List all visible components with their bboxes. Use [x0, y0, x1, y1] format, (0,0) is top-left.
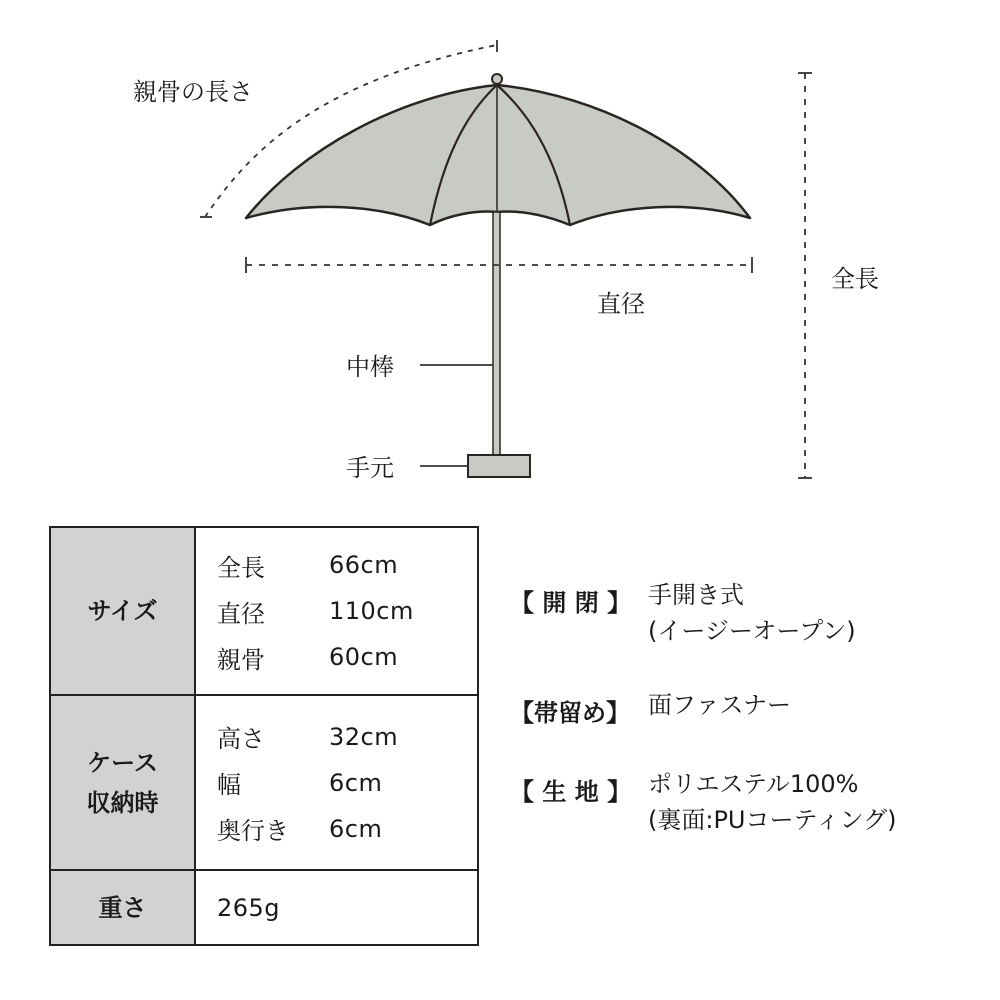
feature-value-line: ポリエステル100% — [648, 770, 859, 798]
total-length-label: 全長 — [831, 265, 879, 293]
handle-label: 手元 — [346, 454, 394, 482]
case-header — [51, 694, 196, 869]
umbrella-canopy — [246, 85, 750, 225]
umbrella-tip — [492, 74, 502, 84]
spec-row — [217, 588, 477, 634]
feature-value — [648, 687, 791, 728]
spec-value: 66cm — [329, 551, 399, 579]
spec-value: 110cm — [329, 597, 414, 625]
feature-list — [510, 583, 980, 882]
rib-length-label: 親骨の長さ — [133, 78, 253, 106]
umbrella-shaft — [493, 212, 500, 457]
spec-value: 32cm — [329, 722, 399, 751]
feature-key: 【 生 地 】 — [510, 778, 632, 806]
feature-value-line: 面ファスナー — [648, 691, 792, 719]
shaft-label: 中棒 — [346, 353, 394, 381]
spec-value: 60cm — [329, 643, 399, 671]
spec-key: 幅 — [217, 771, 241, 799]
size-header: サイズ — [51, 528, 196, 694]
case-header-line1: ケース — [87, 748, 158, 777]
spec-row — [217, 760, 477, 806]
umbrella-handle — [468, 455, 530, 477]
spec-row — [217, 806, 477, 852]
feature-value-line: 手開き式 — [648, 581, 744, 609]
spec-key: 高さ — [217, 725, 265, 753]
weight-cell — [196, 869, 477, 944]
spec-key: 直径 — [217, 599, 265, 628]
feature-value — [648, 766, 896, 838]
feature-item — [510, 583, 980, 649]
spec-row — [217, 714, 477, 760]
diameter-label: 直径 — [597, 290, 645, 318]
feature-item — [510, 772, 980, 838]
feature-key: 【帯留め】 — [510, 699, 630, 727]
weight-value: 265g — [217, 893, 281, 922]
spec-key: 全長 — [217, 553, 265, 582]
spec-row — [217, 634, 477, 680]
case-cell — [196, 694, 477, 869]
spec-value: 6cm — [329, 768, 383, 797]
feature-value-line: (イージーオープン) — [648, 617, 856, 645]
case-header-line2: 収納時 — [86, 788, 159, 817]
spec-key: 奥行き — [217, 817, 289, 845]
feature-value — [648, 577, 856, 649]
spec-row — [217, 885, 477, 931]
feature-value-line: (裏面:PUコーティング) — [648, 806, 897, 834]
feature-item — [510, 693, 980, 728]
weight-header: 重さ — [51, 869, 196, 944]
spec-value: 6cm — [329, 814, 383, 843]
spec-key: 親骨 — [217, 645, 265, 674]
size-cell — [196, 528, 477, 694]
spec-table — [49, 526, 479, 946]
spec-row — [217, 542, 477, 588]
feature-key: 【 開 閉 】 — [510, 589, 632, 617]
